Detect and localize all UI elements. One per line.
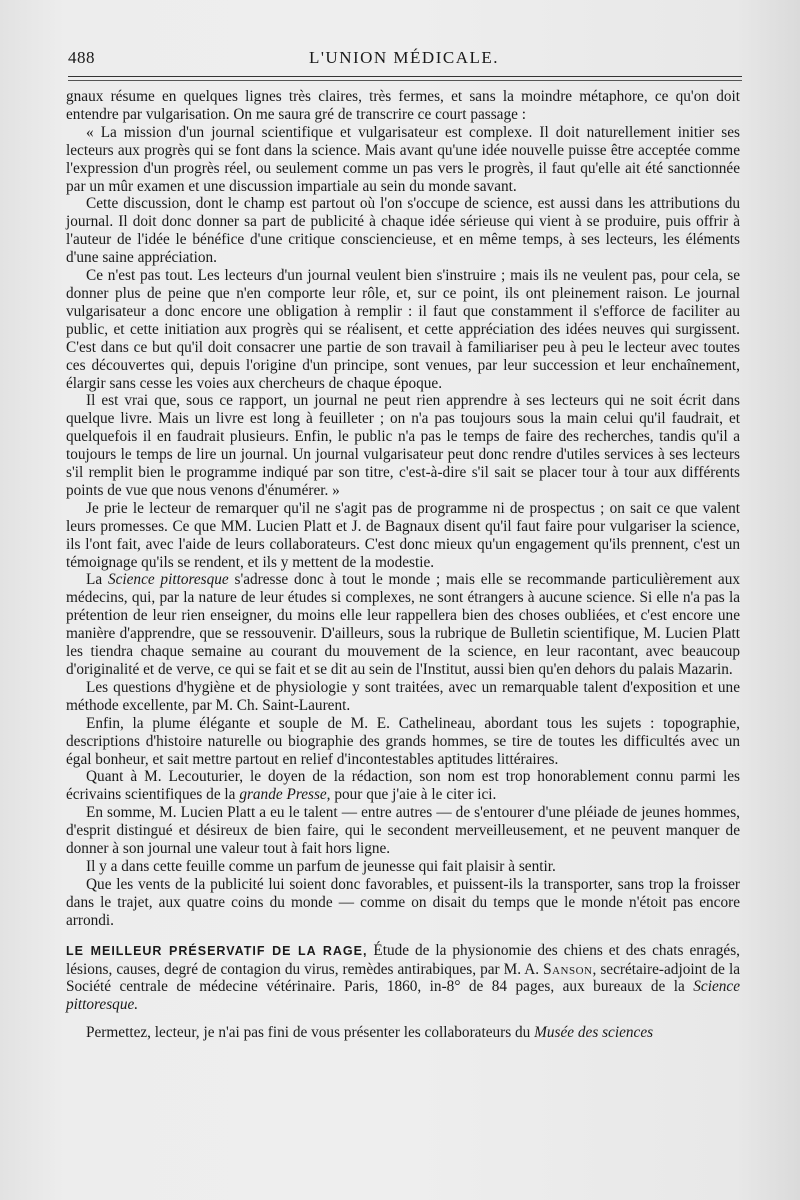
paragraph [66, 1024, 740, 1042]
paragraph: En somme, M. Lucien Platt a eu le talent — entre autres — de s'entourer d'une pléiade de jeunes hommes, d'esprit distingué et désireux de bien faire, qui le secondent merveilleusement, et ne peuvent manquer de donner à son journal une valeur tout à fait hors ligne. [66, 804, 740, 858]
text: Étude de la physionomie des chiens et des chats enragés, lésions, causes, degré de contagion du virus, remèdes antirabiques, par M. A. [66, 941, 740, 978]
book-review-entry [66, 942, 740, 1015]
paragraph [66, 768, 740, 804]
paragraph: Cette discussion, dont le champ est partout où l'on s'occupe de science, est aussi dans les attributions du journal. Il doit donc donner sa part de publicité à chaque idée sérieuse qui vient à se produire, puis offrir à l'auteur de l'idée le bénéfice d'une critique consciencieuse, et en même temps, à ses lecteurs, les éléments d'une saine appréciation. [66, 195, 740, 267]
paragraph: Je prie le lecteur de remarquer qu'il ne s'agit pas de programme ni de prospectus ; on sait ce que valent leurs promesses. Ce que MM. Lucien Platt et J. de Bagnaux disent qu'il faut faire pour vulgariser la science, ils l'ont fait, avec l'aide de leurs collaborateurs. C'est donc mieux qu'un engagement qu'ils prennent, c'est un témoignage qu'ils se rendent, et ils y mettent de la modestie. [66, 499, 740, 571]
text: Quant à M. Lecouturier, le doyen de la rédaction, son nom est trop honorablement connu parmi les écrivains scientifiques de la [66, 768, 740, 804]
author-name: Sanson [543, 960, 593, 978]
text: pour que j'aie à le citer ici. [330, 786, 497, 804]
journal-title: grande Presse, [239, 786, 331, 804]
paragraph [66, 571, 740, 678]
journal-title: Musée des sciences [534, 1024, 654, 1042]
paragraph: Enfin, la plume élégante et souple de M. E. Cathelineau, abordant tous les sujets : topographie, descriptions d'histoire naturelle ou biographie des grands hommes, se tire de toutes les difficultés avec un égal bonheur, et sait mettre partout en relief d'incontestables aptitudes littéraires. [66, 714, 740, 768]
paragraph: « La mission d'un journal scientifique et vulgarisateur est complexe. Il doit naturellement initier ses lecteurs aux progrès qui se font dans la science. Mais avant qu'une idée nouvelle puisse être acceptée comme l'expression d'un progrès réel, ou seulement comme un pas vers le progrès, il faut qu'elle ait été sanctionnée par un mûr examen et une discussion impartiale au sein du monde savant. [66, 123, 740, 195]
header-rule-thin [68, 80, 742, 81]
paragraph: Il y a dans cette feuille comme un parfum de jeunesse qui fait plaisir à sentir. [86, 857, 556, 875]
paragraph: Il est vrai que, sous ce rapport, un journal ne peut rien apprendre à ses lecteurs qui ne soit écrit dans quelque livre. Mais un livre est long à feuilleter ; on n'a pas toujours sous la main celui qu'il faudrait, et quelquefois il en faudrait plusieurs. Enfin, le public n'a pas le temps de faire des recherches, tandis qu'il a toujours le temps de lire un journal. Un journal vulgarisateur peut donc rendre d'utiles services à ses lecteurs s'il remplit bien le programme indiqué par son titre, c'est-à-dire s'il sait se placer tour à tour aux différents points de vue que nous venons d'énumérer. » [66, 392, 740, 499]
page-number: 488 [68, 48, 95, 67]
book-title: LE MEILLEUR PRÉSERVATIF DE LA RAGE, [66, 943, 368, 958]
paragraph: Que les vents de la publicité lui soient donc favorables, et puissent-ils la transporter, sans trop la froisser dans le trajet, aux quatre coins du monde — comme on disait du temps que le monde n'étoit pas encore arrondi. [66, 875, 740, 929]
journal-title: Science pittoresque [107, 571, 229, 589]
paragraph: Ce n'est pas tout. Les lecteurs d'un journal veulent bien s'instruire ; mais ils ne veulent pas, pour cela, se donner plus de peine que n'en comporte leur rôle, et, sur ce point, ils ont pleinement raison. Le journal vulgarisateur a donc encore une obligation à remplir : il faut que constamment il s'efforce de faciliter au public, et cette initiation aux progrès qui se réalisent, et cette appréciation des idées neuves qui surgissent. C'est dans ce but qu'il doit consacrer une partie de son travail à familiariser peu à peu le lecteur avec toutes ces découvertes qui, depuis l'origine d'un principe, sont venues, par leur succession et leur enchaînement, élargir sans cesse les voies aux chercheurs de chaque époque. [66, 267, 740, 392]
text: La [86, 571, 108, 589]
paragraph: gnaux résume en quelques lignes très claires, très fermes, et sans la moindre métaphore, ce qu'on doit entendre par vulgarisation. On me saura gré de transcrire ce court passage : [66, 88, 740, 123]
text: , secrétaire-adjoint de la Société centrale de médecine vétérinaire. Paris, 1860, in-8° de 84 pages, aux bureaux de la [66, 960, 740, 996]
article-body [66, 88, 740, 1042]
page-header [68, 44, 740, 74]
text: s'adresse donc à tout le monde ; mais elle se recommande particulièrement aux médecins, qui, par la nature de leur études si complexes, ne sont étrangers à aucune science. Si elle n'a pas la prétention de leur rien enseigner, du moins elle leur rappellera bien des choses oubliées, et c'est encore une manière d'apprendre, que se ressouvenir. D'ailleurs, sous la rubrique de Bulletin scientifique, M. Lucien Platt les tiendra chaque semaine au courant du mouvement de la science, en leur racontant, avec beaucoup d'originalité et de verve, ce qui se fait et se dit au sein de l'Institut, aussi bien qu'en dehors du palais Mazarin. [66, 571, 740, 678]
journal-title: Science pittoresque. [66, 978, 740, 1014]
running-title: L'UNION MÉDICALE. [308, 48, 500, 67]
paragraph: Les questions d'hygiène et de physiologie y sont traitées, avec un remarquable talent d'exposition et une méthode excellente, par M. Ch. Saint-Laurent. [66, 678, 740, 714]
text: Permettez, lecteur, je n'ai pas fini de vous présenter les collaborateurs du [86, 1024, 535, 1042]
header-rule [68, 76, 742, 77]
